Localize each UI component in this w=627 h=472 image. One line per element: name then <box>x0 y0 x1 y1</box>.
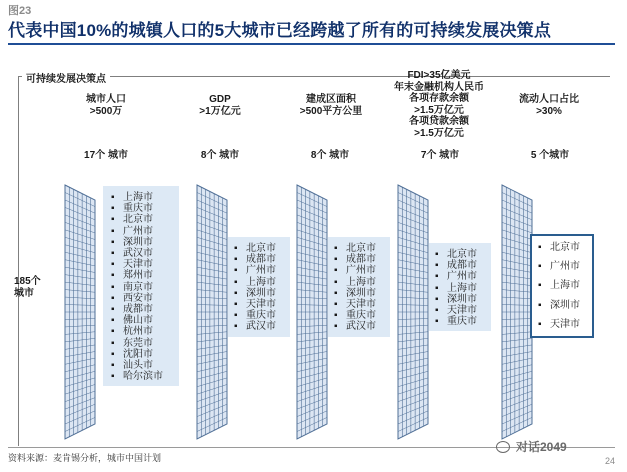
city-item: ▪ 深圳市 <box>538 300 592 311</box>
filter-funnel-graphic <box>296 184 328 440</box>
criterion-built-area <box>286 94 376 118</box>
criterion-line: 各项贷款余额 <box>409 116 469 127</box>
filter-funnel-4 <box>397 184 429 440</box>
criteria-caption: 可持续发展决策点 <box>22 70 110 85</box>
criterion-line: >500平方公里 <box>299 106 363 117</box>
city-item: ▪ 杭州市 <box>111 326 179 337</box>
city-item: ▪ 郑州市 <box>111 270 179 281</box>
city-list <box>334 243 390 333</box>
count-stage-3: 8个 城市 <box>310 150 350 161</box>
filter-funnel-graphic <box>64 184 96 440</box>
count-stage-2: 8个 城市 <box>200 150 240 161</box>
count-stage-4: 7个 城市 <box>420 150 460 161</box>
figure-label: 图23 <box>8 5 32 17</box>
criterion-line: 年末金融机构人民币 <box>394 81 484 93</box>
criterion-line: GDP <box>209 94 231 105</box>
criterion-line: >500万 <box>89 106 123 117</box>
city-item: ▪ 广州市 <box>334 265 390 276</box>
city-item: ▪ 广州市 <box>234 265 290 276</box>
city-item: ▪ 重庆市 <box>435 316 491 327</box>
city-item: ▪ 上海市 <box>435 283 491 294</box>
city-item: ▪ 西安市 <box>111 293 179 304</box>
city-item: ▪ 沈阳市 <box>111 349 179 360</box>
criterion-line: FDI>35亿美元 <box>407 70 471 81</box>
criterion-gdp <box>180 94 260 118</box>
wechat-icon <box>496 441 510 453</box>
city-item: ▪ 深圳市 <box>111 237 179 248</box>
city-item: ▪ 广州市 <box>538 261 592 272</box>
city-item: ▪ 重庆市 <box>111 203 179 214</box>
city-list <box>234 243 290 333</box>
city-item: ▪ 天津市 <box>435 305 491 316</box>
city-item: ▪ 重庆市 <box>234 310 290 321</box>
city-item: ▪ 南京市 <box>111 282 179 293</box>
filter-funnel-5 <box>501 184 533 440</box>
city-item: ▪ 天津市 <box>111 259 179 270</box>
city-item: ▪ 成都市 <box>435 260 491 271</box>
watermark <box>496 438 567 455</box>
city-item: ▪ 深圳市 <box>435 294 491 305</box>
city-item: ▪ 北京市 <box>334 243 390 254</box>
city-item: ▪ 上海市 <box>334 277 390 288</box>
city-item: ▪ 成都市 <box>334 254 390 265</box>
filter-funnel-2 <box>196 184 228 440</box>
city-list <box>538 242 592 330</box>
page-title: 代表中国10%的城镇人口的5大城市已经跨越了所有的可持续发展决策点 <box>8 21 552 40</box>
count-stage-5: 5 个城市 <box>530 150 570 161</box>
city-item: ▪ 广州市 <box>111 226 179 237</box>
city-item: ▪ 重庆市 <box>334 310 390 321</box>
filter-funnel-graphic <box>501 184 533 440</box>
city-item: ▪ 武汉市 <box>111 248 179 259</box>
filter-funnel-graphic <box>397 184 429 440</box>
city-item: ▪ 上海市 <box>538 280 592 291</box>
city-box-final <box>530 234 594 338</box>
city-list <box>111 192 179 382</box>
criterion-line: 流动人口占比 <box>519 94 579 105</box>
city-item: ▪ 上海市 <box>234 277 290 288</box>
title-divider <box>8 43 615 45</box>
criterion-floating-population <box>504 94 594 118</box>
city-item: ▪ 北京市 <box>111 214 179 225</box>
city-list <box>435 249 491 327</box>
criterion-line: >30% <box>536 106 562 117</box>
city-item: ▪ 深圳市 <box>234 288 290 299</box>
city-item: ▪ 武汉市 <box>334 321 390 332</box>
criterion-line: >1万亿元 <box>199 106 241 117</box>
start-count-value: 185个 <box>14 276 41 287</box>
city-box-stage-1 <box>103 186 179 386</box>
city-item: ▪ 哈尔滨市 <box>111 371 179 382</box>
start-count <box>14 276 60 300</box>
city-item: ▪ 上海市 <box>111 192 179 203</box>
criterion-population <box>66 94 146 118</box>
criterion-finance <box>384 70 494 139</box>
city-box-stage-2 <box>228 237 290 337</box>
criterion-line: 建成区面积 <box>306 94 356 105</box>
city-item: ▪ 成都市 <box>234 254 290 265</box>
city-item: ▪ 天津市 <box>234 299 290 310</box>
criterion-line: >1.5万亿元 <box>414 127 464 139</box>
filter-funnel-1 <box>64 184 96 440</box>
city-item: ▪ 汕头市 <box>111 360 179 371</box>
criterion-line: >1.5万亿元 <box>414 104 464 116</box>
count-stage-1: 17个 城市 <box>84 150 128 161</box>
city-item: ▪ 天津市 <box>538 319 592 330</box>
city-box-stage-3 <box>328 237 390 337</box>
watermark-text: 对话2049 <box>516 440 567 454</box>
start-count-unit: 城市 <box>14 288 34 299</box>
city-item: ▪ 广州市 <box>435 271 491 282</box>
source-note: 资料来源：麦肯锡分析，城市中国计划 <box>8 453 162 463</box>
criterion-line: 各项存款余额 <box>409 93 469 104</box>
city-item: ▪ 天津市 <box>334 299 390 310</box>
page-number: 24 <box>604 456 615 466</box>
city-item: ▪ 佛山市 <box>111 315 179 326</box>
city-item: ▪ 北京市 <box>538 242 592 253</box>
city-item: ▪ 深圳市 <box>334 288 390 299</box>
city-box-stage-4 <box>429 243 491 331</box>
city-item: ▪ 北京市 <box>234 243 290 254</box>
city-item: ▪ 北京市 <box>435 249 491 260</box>
city-item: ▪ 武汉市 <box>234 321 290 332</box>
city-item: ▪ 东莞市 <box>111 338 179 349</box>
criterion-line: 城市人口 <box>86 94 126 105</box>
city-item: ▪ 成都市 <box>111 304 179 315</box>
filter-funnel-graphic <box>196 184 228 440</box>
filter-funnel-3 <box>296 184 328 440</box>
